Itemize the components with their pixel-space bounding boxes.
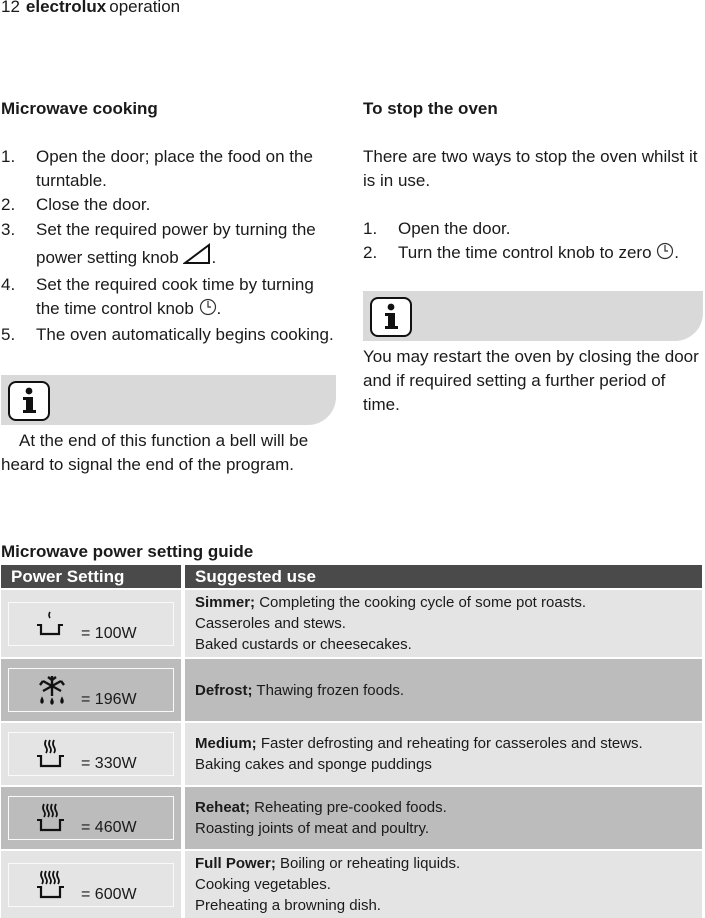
defrost-icon xyxy=(31,672,73,708)
list-item xyxy=(1,193,336,217)
step-text: Set the required power by turning the power setting knob xyxy=(36,220,316,267)
info-banner xyxy=(363,291,703,341)
use-cell: Defrost; Thawing frozen foods. xyxy=(183,658,702,722)
wattage-label: = 460W xyxy=(81,819,137,836)
list-item xyxy=(1,145,336,193)
step-text: Open the door. xyxy=(398,219,511,238)
table-row xyxy=(1,850,702,918)
step-number: 2. xyxy=(1,195,16,214)
use-cell: Simmer; Completing the cooking cycle of some pot roasts. Casseroles and stews. Baked custards or cheesecakes. xyxy=(183,589,702,658)
list-item: 2. Turn the time control knob to zero . xyxy=(363,241,703,267)
reheat-pot-icon xyxy=(31,800,71,838)
microwave-cooking-section xyxy=(1,97,336,477)
simmer-pot-icon xyxy=(31,606,71,644)
intro-text: There are two ways to stop the oven whilst it is in use. xyxy=(363,147,698,190)
table-row xyxy=(1,786,702,850)
brand-name: electrolux xyxy=(25,0,107,16)
wattage-label: = 100W xyxy=(81,624,137,642)
info-icon xyxy=(8,381,50,421)
step-number: 3. xyxy=(1,220,16,239)
step-text: The oven automatically begins cooking. xyxy=(36,325,334,344)
section-name: operation xyxy=(109,0,181,16)
stop-oven-section xyxy=(363,97,703,417)
section-heading: Microwave cooking xyxy=(1,99,158,118)
info-banner xyxy=(1,375,336,425)
section-heading: To stop the oven xyxy=(363,99,498,118)
table-row xyxy=(1,658,702,722)
info-note: At the end of this function a bell will be heard to signal the end of the program. xyxy=(1,431,309,474)
step-number: 5. xyxy=(1,325,16,344)
full-power-pot-icon xyxy=(31,867,71,905)
list-item: 4. Set the required cook time by turning the time control knob . xyxy=(1,273,336,323)
column-header-power: Power Setting xyxy=(1,565,183,589)
step-text: Open the door; place the food on the turntable. xyxy=(36,147,313,190)
wattage-label: = 196W xyxy=(81,691,137,708)
page-number: 12 xyxy=(1,0,20,16)
step-number: 1. xyxy=(1,147,16,166)
table-title: Microwave power setting guide xyxy=(1,542,254,561)
list-item: 3. Set the required power by turning the power setting knob . xyxy=(1,217,336,273)
column-header-use: Suggested use xyxy=(183,565,702,589)
list-item xyxy=(1,323,336,347)
medium-pot-icon xyxy=(31,736,71,774)
power-knob-icon xyxy=(183,243,211,273)
timer-knob-icon xyxy=(656,242,674,267)
info-icon xyxy=(370,297,412,337)
use-cell: Reheat; Reheating pre-cooked foods. Roasting joints of meat and poultry. xyxy=(183,786,702,850)
step-number: 1. xyxy=(363,219,378,238)
page-header xyxy=(1,0,180,17)
step-text: Turn the time control knob to zero xyxy=(398,243,652,262)
step-list xyxy=(363,217,703,267)
step-text: Set the required cook time by turning the time control knob xyxy=(36,275,314,318)
list-item xyxy=(363,217,703,241)
timer-knob-icon xyxy=(199,298,217,323)
step-list xyxy=(1,145,336,347)
wattage-label: = 330W xyxy=(81,755,137,772)
step-number: 4. xyxy=(1,275,16,294)
table-row xyxy=(1,589,702,658)
wattage-label: = 600W xyxy=(81,885,137,903)
use-cell: Full Power; Boiling or reheating liquids. Cooking vegetables. Preheating a browning dish. xyxy=(183,850,702,918)
power-setting-table xyxy=(1,565,702,918)
step-number: 2. xyxy=(363,243,378,262)
step-text: Close the door. xyxy=(36,195,151,214)
table-row xyxy=(1,722,702,786)
use-cell: Medium; Faster defrosting and reheating for casseroles and stews. Baking cakes and sponge puddings xyxy=(183,722,702,786)
info-note: You may restart the oven by closing the door and if required setting a further period of time. xyxy=(363,347,699,414)
